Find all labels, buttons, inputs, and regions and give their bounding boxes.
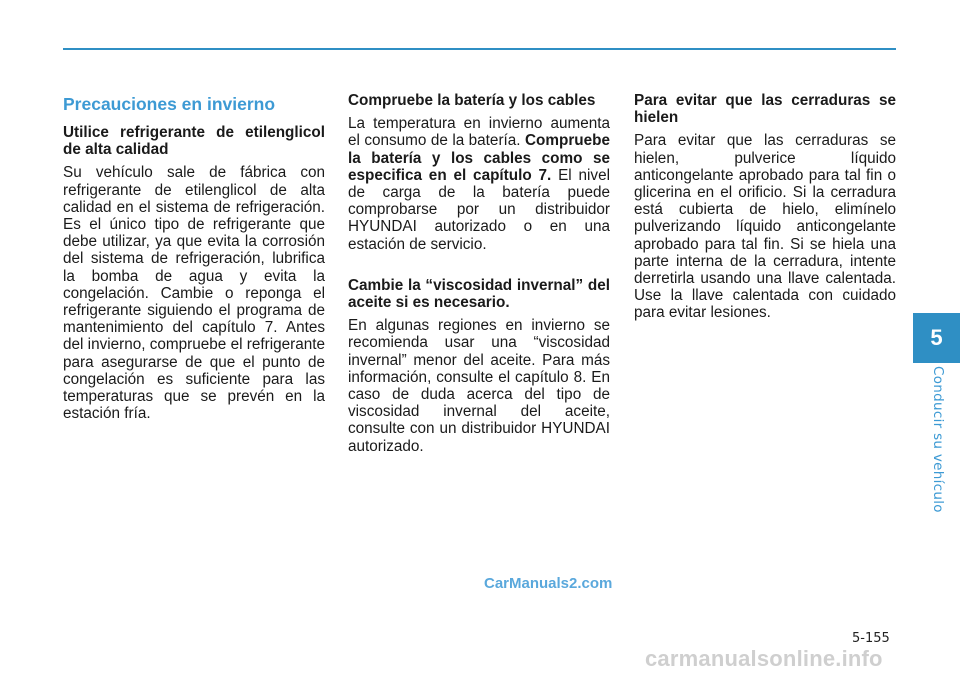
battery-text-bold: Compruebe la batería y los cables como se especifica en el capítulo 7. xyxy=(348,132,610,184)
paragraph-battery xyxy=(348,115,610,253)
battery-text-end: El nivel de carga de la batería puede comprobarse por un distribuidor HYUNDAI autorizado o en una estación de servicio. xyxy=(348,166,610,253)
chapter-tab: 5 xyxy=(913,313,960,363)
column-left xyxy=(63,92,325,422)
chapter-label: Conducir su vehículo xyxy=(930,366,946,513)
column-right xyxy=(634,92,896,322)
watermark-link[interactable]: CarManuals2.com xyxy=(484,575,613,592)
header-rule xyxy=(63,48,896,50)
battery-text-start: La temperatura en invierno aumenta el consumo de la batería. xyxy=(348,115,610,150)
subheading-battery: Compruebe la batería y los cables xyxy=(348,92,596,109)
subheading-oil: Cambie la “viscosidad invernal” del aceite si es necesario. xyxy=(348,276,610,312)
watermark-footer: carmanualsonline.info xyxy=(645,646,883,671)
paragraph-locks: Para evitar que las cerraduras se hielen, pulverice líquido anticongelante aprobado para tal fin o glicerina en el orificio. Si la cerradura está cubierta de hielo, elimínelo pulverizando líquido anticongelante aprobado para tal fin. Si se hiela una parte interna de la cerradura, intente derretirla usando una llave calentada. Use la llave calentada con cuidado para evitar lesiones. xyxy=(634,132,896,322)
page-number: 5-155 xyxy=(852,631,890,646)
section-title: Precauciones en invierno xyxy=(63,94,276,114)
paragraph-oil: En algunas regiones en invierno se recomienda usar una “viscosidad invernal” menor del aceite. Para más información, consulte el capítulo 8. En caso de duda acerca del tipo de viscosidad invernal del aceite, consulte con un distribuidor HYUNDAI autorizado. xyxy=(348,317,610,455)
column-middle xyxy=(348,92,610,455)
subheading-locks: Para evitar que las cerraduras se hielen xyxy=(634,92,896,127)
paragraph-coolant: Su vehículo sale de fábrica con refrigerante de etilenglicol de alta calidad en el sistema de refrigeración. Es el único tipo de refrigerante que debe utilizar, ya que evita la corrosión del sistema de refrigeración, lubrifica la bomba de agua y evita la congelación. Cambie o reponga el refrigerante siguiendo el programa de mantenimiento del capítulo 7. Antes del invierno, compruebe el refrigerante para asegurarse de que el punto de congelación es suficiente para las temperaturas que se prevén en la estación fría. xyxy=(63,164,325,423)
subheading-coolant: Utilice refrigerante de etilenglicol de alta calidad xyxy=(63,124,325,159)
